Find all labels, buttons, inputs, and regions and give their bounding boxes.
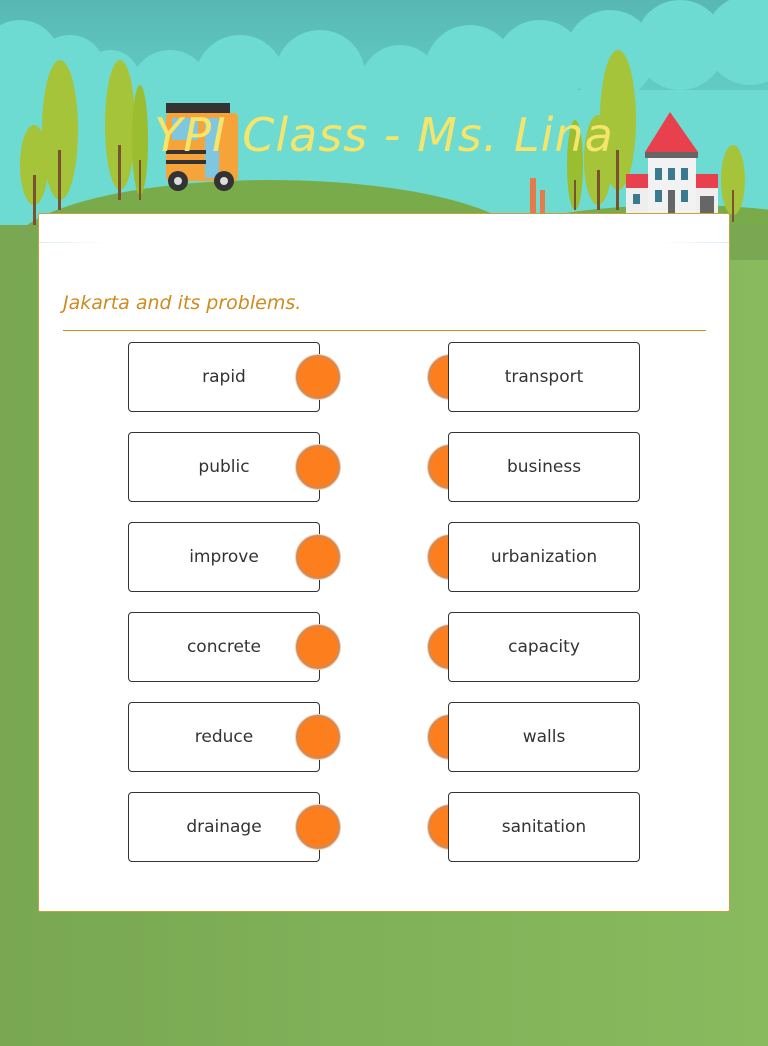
divider [39, 242, 729, 243]
connector-dot-icon[interactable] [296, 355, 340, 399]
item-label: public [198, 457, 250, 477]
connector-dot-icon[interactable] [296, 625, 340, 669]
item-label: transport [504, 367, 584, 387]
item-label: rapid [202, 367, 246, 387]
connector-dot-icon[interactable] [296, 805, 340, 849]
connector-dot-icon[interactable] [296, 715, 340, 759]
match-item-right[interactable] [448, 522, 640, 592]
connector-dot-icon[interactable] [296, 445, 340, 489]
item-label: walls [522, 727, 566, 747]
match-item-left[interactable] [128, 612, 320, 682]
match-item-left[interactable] [128, 522, 320, 592]
activity-title: Jakarta and its problems. [63, 292, 302, 314]
item-label: reduce [194, 727, 254, 747]
page-title: YPI Class - Ms. Lina [154, 108, 614, 162]
match-item-left[interactable] [128, 432, 320, 502]
match-item-left[interactable] [128, 792, 320, 862]
match-item-right[interactable] [448, 612, 640, 682]
item-label: improve [189, 547, 259, 567]
item-label: sanitation [501, 817, 587, 837]
match-item-right[interactable] [448, 792, 640, 862]
match-item-left[interactable] [128, 702, 320, 772]
divider [63, 330, 706, 331]
item-label: business [506, 457, 582, 477]
match-item-left[interactable] [128, 342, 320, 412]
match-item-right[interactable] [448, 702, 640, 772]
item-label: drainage [186, 817, 262, 837]
item-label: concrete [186, 637, 262, 657]
match-item-right[interactable] [448, 342, 640, 412]
item-label: urbanization [490, 547, 598, 567]
item-label: capacity [508, 637, 580, 657]
match-item-right[interactable] [448, 432, 640, 502]
connector-dot-icon[interactable] [296, 535, 340, 579]
activity-card [38, 213, 730, 912]
